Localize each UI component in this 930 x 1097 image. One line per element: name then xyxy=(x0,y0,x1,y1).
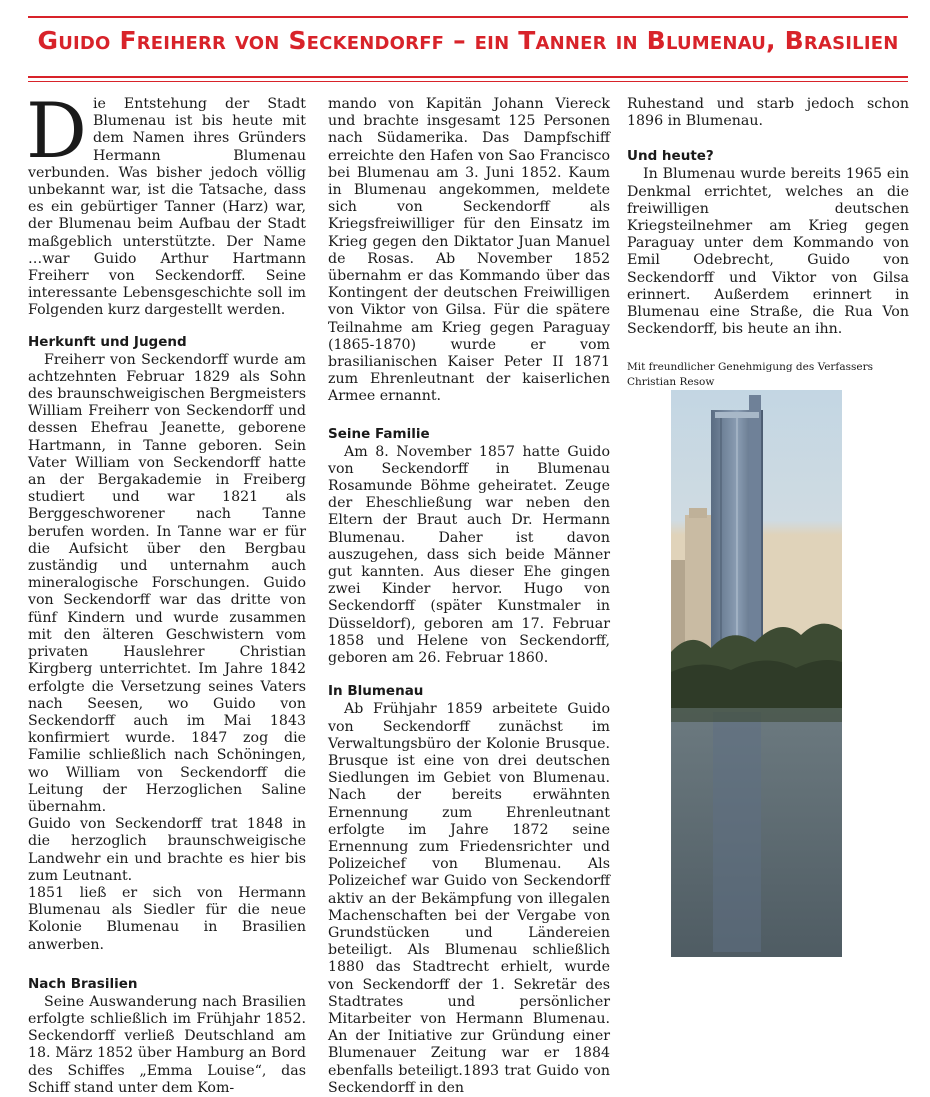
intro-paragraph xyxy=(26,86,306,320)
headline-rule-thin xyxy=(28,81,908,82)
heading-heute: Und heute? xyxy=(627,148,714,165)
heading-herkunft: Herkunft und Jugend xyxy=(28,333,187,350)
blumenau-paragraph-continued: Ruhestand und starb jedoch schon 1896 in Blumenau. xyxy=(627,96,909,130)
heading-familie: Seine Familie xyxy=(328,425,430,442)
drop-cap: D xyxy=(26,86,87,175)
blumenau-paragraph-start: Ab Frühjahr 1859 arbeitete Guido von Seckendorff zunächst im Verwaltungsbüro der Kolonie Brusque. Brusque ist eine von drei deutschen Siedlungen im Gebiet von Blumenau. Nach der bereits erwähnten Ernennung zum Ehrenleutnant erfolgte im Jahre 1872 seine Ernennung zum Friedensrichter und Polizeichef von Blumenau. Als Polizeichef war Guido von Seckendorff aktiv an der Bekämpfung von illegalen Machenschaften bei der Vergabe von Grundstücken und Ländereien beteiligt. Als Blumenau schließlich 1880 das Stadtrecht erhielt, wurde von Seckendorff der 1. Sekretär des Stadtrates und persönlicher Mitarbeiter von Hermann Blumenau. An der Initiative zur Gründung einer Blumenauer Zeitung war er 1884 ebenfalls beteiligt.1893 trat Guido von Seckendorff in den xyxy=(328,701,610,1096)
brasilien-paragraph-continued: mando von Kapitän Johann Viereck und brachte insgesamt 125 Personen nach Südamerika. Das Dampfschiff erreichte den Hafen von Sao Francisco bei Blumenau am 3. Juni 1852. Kaum in Blumenau angekommen, meldete sich von Seckendorff als Kriegsfreiwilliger für den Einsatz im Krieg gegen den Diktator Juan Manuel de Rosas. Ab November 1852 übernahm er das Kommando über das Kontingent der deutschen Freiwilligen von Viktor von Gilsa. Für die spätere Teilnahme am Krieg gegen Paraguay (1865-1870) wurde er vom brasilianischen Kaiser Peter II 1871 zum Ehrenleutnant der kaiserlichen Armee ernannt. xyxy=(328,96,610,405)
heute-paragraph: In Blumenau wurde bereits 1965 ein Denkmal errichtet, welches an die freiwilligen deutschen Kriegsteilnehmer am Krieg gegen Paraguay unter dem Kommando von Emil Odebrecht, Guido von Seckendorff und Viktor von Gilsa erinnert. Außerdem erinnert in Blumenau eine Straße, die Rua Von Seckendorff, bis heute an ihn. xyxy=(627,166,909,338)
headline-rule xyxy=(28,76,908,78)
herkunft-paragraph-3: 1851 ließ er sich von Hermann Blumenau als Siedler für die neue Kolonie Blumenau in Brasilien anwerben. xyxy=(28,884,306,953)
author-credit xyxy=(627,360,909,390)
brasilien-paragraph-start: Seine Auswanderung nach Brasilien erfolgte schließlich im Frühjahr 1852. Seckendorff verließ Deutschland am 18. März 1852 über Hamburg an Bord des Schiffes „Emma Louise“, das Schiff stand unter dem Kom- xyxy=(28,993,306,1096)
herkunft-paragraph-1: Freiherr von Seckendorff wurde am achtzehnten Februar 1829 als Sohn des braunschweigischen Bergmeisters William Freiherr von Seckendorff und dessen Ehefrau Jeanette, geborene Hartmann, in Tanne geboren. Sein Vater William von Seckendorff hatte an der Bergakademie in Freiberg studiert und war 1821 als Berggeschworener nach Tanne berufen worden. In Tanne war er für die Aufsicht über den Bergbau zuständig und unternahm auch mineralogische Forschungen. Guido von Seckendorff war das dritte von fünf Kindern und wurde zusammen mit den älteren Geschwistern vom privaten Hauslehrer Christian Kirgberg unterrichtet. Im Jahre 1842 erfolgte die Versetzung seines Vaters nach Seesen, wo Guido von Seckendorff auch im Mai 1843 konfirmiert wurde. 1847 zog die Familie schließlich nach Schöningen, wo William von Seckendorff die Leitung der Herzoglichen Saline übernahm. xyxy=(28,351,306,815)
top-rule xyxy=(28,16,908,18)
column-1 xyxy=(26,86,306,1097)
heading-blumenau: In Blumenau xyxy=(328,683,424,700)
blumenau-tower-photo xyxy=(671,390,842,957)
column-3 xyxy=(627,96,909,390)
credit-line-2: Christian Resow xyxy=(627,376,715,389)
column-2 xyxy=(328,96,610,1097)
article-headline: Guido Freiherr von Seckendorff – ein Tanner in Blumenau, Brasilien xyxy=(37,26,899,55)
familie-paragraph: Am 8. November 1857 hatte Guido von Seckendorff in Blumenau Rosamunde Böhme geheiratet. Zeuge der Eheschließung war neben den Eltern der Braut auch Dr. Hermann Blumenau. Daher ist davon auszugehen, dass sich beide Männer gut kannten. Aus dieser Ehe gingen zwei Kinder hervor. Hugo von Seckendorff (später Kunstmaler in Düsseldorf), geboren am 17. Februar 1858 und Helene von Seckendorff, geboren am 26. Februar 1860. xyxy=(328,443,610,667)
intro-text: ie Entstehung der Stadt Blumenau ist bis heute mit dem Namen ihres Gründers Hermann Blumenau verbunden. Was bisher jedoch völlig unbekannt war, ist die Tatsache, dass es ein gebürtiger Tanner (Harz) war, der Blumenau beim Aufbau der Stadt maßgeblich unterstützte. Der Name …war Guido Arthur Hartmann Freiherr von Seckendorff. Seine interessante Lebensgeschichte soll im Folgenden kurz dargestellt werden. xyxy=(28,96,306,319)
photo-illustration xyxy=(671,390,842,957)
heading-brasilien: Nach Brasilien xyxy=(28,975,138,992)
credit-line-1: Mit freundlicher Genehmigung des Verfassers xyxy=(627,361,873,374)
herkunft-paragraph-2: Guido von Seckendorff trat 1848 in die herzoglich braunschweigische Landwehr ein und brachte es hier bis zum Leutnant. xyxy=(28,816,306,884)
